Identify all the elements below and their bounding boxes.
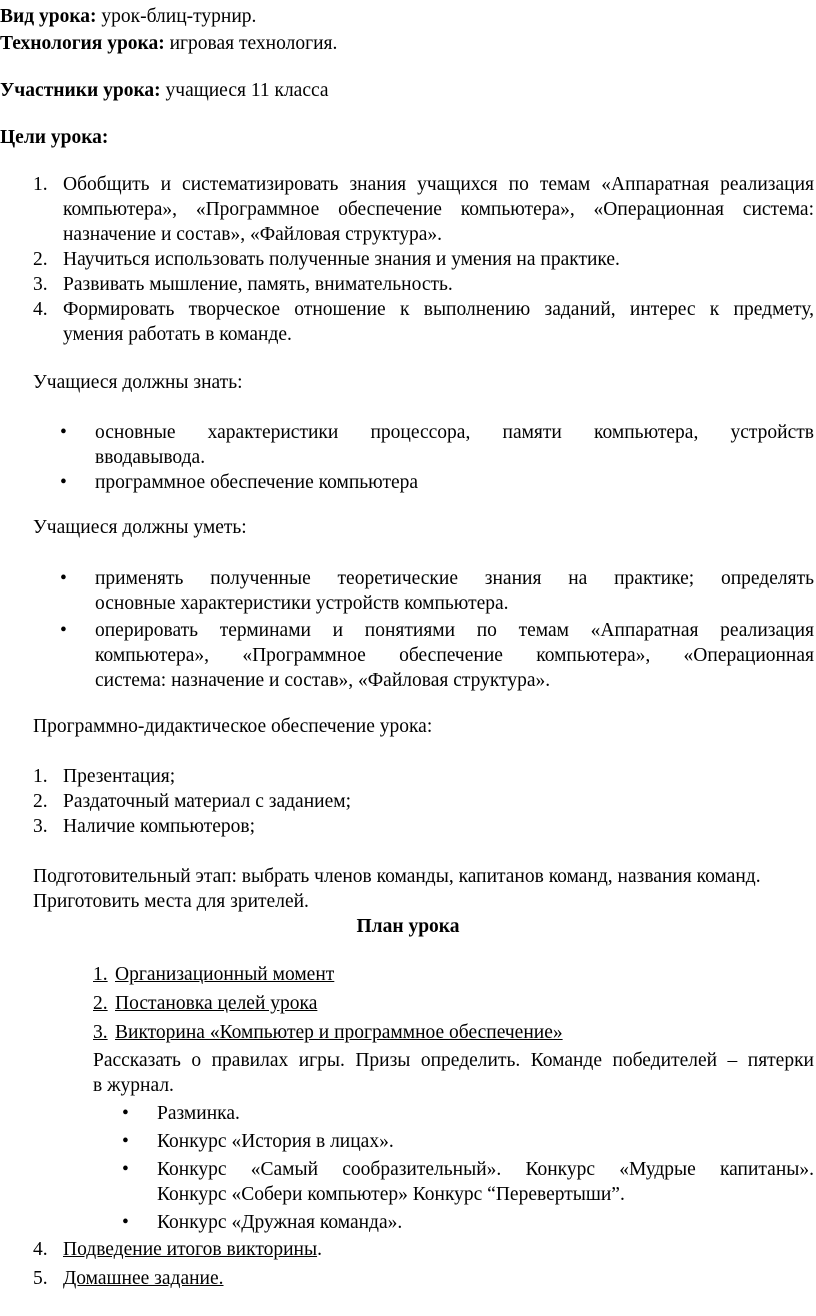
able-line: применять полученные теоретические знания на практике; определять: [95, 568, 814, 589]
lesson-technology-label: Технология урока:: [0, 33, 165, 54]
bullet: •: [122, 1103, 129, 1124]
able-line: основные характеристики устройств компьютера.: [95, 593, 509, 614]
goal-number: 3.: [33, 274, 48, 295]
able-line: компьютера», «Программное обеспечение компьютера», «Операционная: [95, 645, 814, 666]
rules-line: в журнал.: [93, 1075, 174, 1096]
bullet: •: [122, 1131, 129, 1152]
rules-line: Рассказать о правилах игры. Призы определить. Команде победителей – пятерки: [93, 1050, 814, 1071]
plan-item: Постановка целей урока: [115, 993, 318, 1014]
plan-number: 4.: [33, 1239, 48, 1260]
goal-line: умения работать в команде.: [63, 324, 292, 345]
able-line: система: назначение и состав», «Файловая структура».: [95, 670, 551, 691]
able-line: оперировать терминами и понятиями по темам «Аппаратная реализация: [95, 620, 814, 641]
support-number: 1.: [33, 766, 48, 787]
bullet: •: [60, 568, 67, 589]
plan-item-text: Домашнее задание.: [63, 1268, 224, 1289]
goal-line: компьютера», «Программное обеспечение компьютера», «Операционная система:: [63, 199, 814, 220]
plan-number: 3.: [93, 1022, 108, 1043]
know-line: программное обеспечение компьютера: [95, 472, 419, 493]
goal-number: 4.: [33, 299, 48, 320]
lesson-participants-value: учащиеся 11 класса: [160, 80, 329, 101]
goal-line: Развивать мышление, память, внимательность.: [63, 274, 453, 295]
able-heading: Учащиеся должны уметь:: [33, 517, 247, 538]
contest-line: Разминка.: [157, 1103, 240, 1124]
prep-line: Подготовительный этап: выбрать членов команды, капитанов команд, названия команд.: [33, 866, 761, 887]
bullet: •: [60, 422, 67, 443]
lesson-participants: [0, 78, 329, 103]
prep-line: Приготовить места для зрителей.: [33, 891, 309, 912]
bullet: •: [122, 1212, 129, 1233]
plan-number: 2.: [93, 993, 108, 1014]
support-item: Наличие компьютеров;: [63, 816, 255, 837]
lesson-technology-value: игровая технология.: [164, 33, 338, 54]
support-number: 2.: [33, 791, 48, 812]
goal-number: 2.: [33, 249, 48, 270]
lesson-type-label: Вид урока:: [0, 6, 97, 27]
contest-line: Конкурс «Собери компьютер» Конкурс “Перевертыши”.: [157, 1184, 625, 1205]
support-item: Презентация;: [63, 766, 176, 787]
bullet: •: [60, 472, 67, 493]
bullet: •: [122, 1159, 129, 1180]
goals-heading: Цели урока:: [0, 127, 109, 148]
plan-item: Организационный момент: [115, 964, 335, 985]
know-line: вводавывода.: [95, 447, 206, 468]
contest-line: Конкурс «Дружная команда».: [157, 1212, 403, 1233]
know-line: основные характеристики процессора, памяти компьютера, устройств: [95, 422, 814, 443]
plan-item-punct: .: [317, 1239, 322, 1260]
support-heading: Программно-дидактическое обеспечение урока:: [33, 716, 433, 737]
plan-title: План урока: [356, 916, 460, 937]
support-number: 3.: [33, 816, 48, 837]
lesson-participants-label: Участники урока:: [0, 80, 161, 101]
plan-item: [63, 1266, 224, 1291]
lesson-type-value: урок-блиц-турнир.: [96, 6, 257, 27]
goal-number: 1.: [33, 174, 48, 195]
plan-item-text: Подведение итогов викторины: [63, 1239, 318, 1260]
contest-line: Конкурс «История в лицах».: [157, 1131, 394, 1152]
bullet: •: [60, 620, 67, 641]
plan-number: 5.: [33, 1268, 48, 1289]
plan-item: Викторина «Компьютер и программное обеспечение»: [115, 1022, 563, 1043]
contest-line: Конкурс «Самый сообразительный». Конкурс «Мудрые капитаны».: [157, 1159, 814, 1180]
goal-line: Формировать творческое отношение к выполнению заданий, интерес к предмету,: [63, 299, 814, 320]
know-heading: Учащиеся должны знать:: [33, 372, 243, 393]
plan-number: 1.: [93, 964, 108, 985]
plan-item: [63, 1237, 322, 1262]
support-item: Раздаточный материал с заданием;: [63, 791, 351, 812]
lesson-technology: [0, 31, 337, 56]
goal-line: назначение и состав», «Файловая структура».: [63, 224, 443, 245]
goal-line: Обобщить и систематизировать знания учащихся по темам «Аппаратная реализация: [63, 174, 814, 195]
lesson-type: [0, 4, 256, 29]
goal-line: Научиться использовать полученные знания и умения на практике.: [63, 249, 620, 270]
